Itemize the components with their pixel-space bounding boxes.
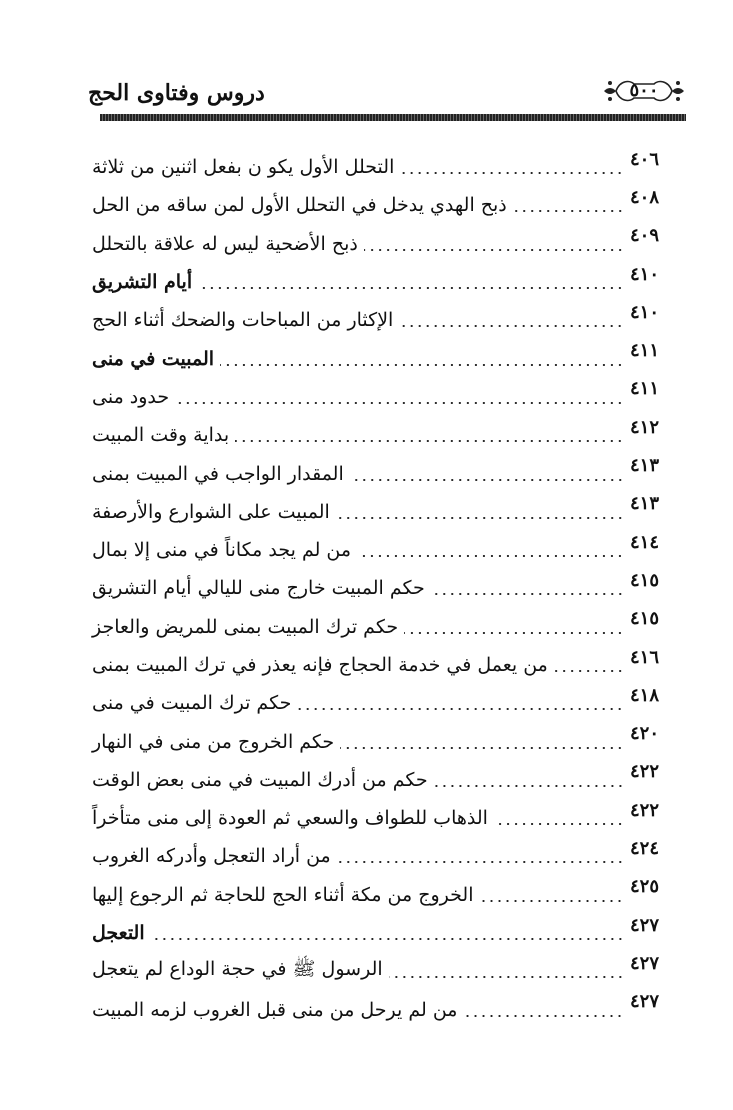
dot-leader	[399, 325, 624, 327]
toc-entry[interactable]	[88, 531, 676, 569]
toc-entry[interactable]	[88, 569, 676, 607]
entry-page-number: ٤١٠	[630, 301, 660, 323]
entry-title: التحلل الأول يكو ن بفعل اثنين من ثلاثة	[92, 156, 395, 179]
entry-title: أيام التشريق	[92, 271, 193, 294]
entry-title: من أراد التعجل وأدركه الغروب	[92, 845, 331, 868]
entry-page-number: ٤١١	[630, 340, 660, 362]
entry-page-number: ٤١٥	[630, 569, 660, 591]
entry-title: ذبح الأضحية ليس له علاقة بالتحلل	[92, 232, 358, 255]
entry-title: حكم من أدرك المبيت في منى بعض الوقت	[92, 768, 428, 791]
dot-leader	[220, 364, 624, 366]
dot-leader	[400, 172, 624, 174]
entry-page-number: ٤٢٢	[630, 761, 660, 783]
entry-title: حكم ترك المبيت في منى	[92, 692, 292, 715]
dot-leader	[175, 402, 624, 404]
dot-leader	[151, 938, 624, 940]
entry-page-number: ٤١٣	[630, 455, 660, 477]
dot-leader	[357, 555, 624, 557]
entry-title: من يعمل في خدمة الحجاج فإنه يعذر في ترك المبيت بمنى	[92, 654, 548, 676]
toc-entry[interactable]	[88, 837, 676, 875]
entry-page-number: ٤٠٦	[630, 148, 660, 170]
dot-leader	[198, 287, 624, 289]
toc-entry[interactable]	[88, 225, 676, 263]
entry-title: الذهاب للطواف والسعي ثم العودة إلى منى متأخراً	[92, 807, 488, 830]
book-title: دروس وفتاوى الحج	[88, 80, 265, 106]
entry-page-number: ٤١٣	[630, 493, 660, 515]
entry-title: من لم يرحل من منى قبل الغروب لزمه المبيت	[92, 998, 458, 1021]
toc-entry[interactable]	[88, 148, 676, 186]
dot-leader	[364, 249, 624, 251]
entry-title: بداية وقت المبيت	[92, 424, 230, 447]
entry-page-number: ٤١٥	[630, 608, 660, 630]
toc-entry[interactable]	[88, 454, 676, 492]
dot-leader	[340, 747, 624, 749]
entry-title: من لم يجد مكاناً في منى إلا بمال	[92, 539, 352, 562]
page-number-ornament	[602, 78, 686, 104]
page-number: ٥٠٠	[629, 80, 659, 101]
entry-title: حدود منى	[92, 385, 170, 408]
header-rule	[100, 114, 686, 121]
entry-title: حكم الخروج من منى في النهار	[92, 730, 335, 753]
entry-page-number: ٤١٦	[630, 646, 660, 668]
entry-title: ذبح الهدي يدخل في التحلل الأول لمن ساقه من الحل	[92, 194, 507, 217]
entry-page-number: ٤١٨	[630, 684, 660, 706]
toc-section-heading[interactable]	[88, 914, 676, 952]
toc-entry[interactable]	[88, 722, 676, 760]
entry-page-number: ٤٢٤	[630, 837, 660, 859]
entry-page-number: ٤١٠	[630, 263, 660, 285]
dot-leader	[350, 479, 624, 481]
toc-entry[interactable]	[88, 646, 676, 684]
dot-leader	[404, 632, 624, 634]
entry-page-number: ٤٢٠	[630, 723, 660, 745]
toc-entry[interactable]	[88, 952, 676, 990]
dot-leader	[554, 670, 624, 672]
dot-leader	[434, 785, 624, 787]
toc-entry[interactable]	[88, 416, 676, 454]
toc-entry[interactable]	[88, 991, 676, 1029]
dot-leader	[389, 976, 624, 978]
dot-leader	[479, 900, 624, 902]
entry-title: الخروج من مكة أثناء الحج للحاجة ثم الرجوع إليها	[92, 883, 474, 906]
entry-title: المقدار الواجب في المبيت بمنى	[92, 462, 344, 485]
entry-page-number: ٤١١	[630, 378, 660, 400]
toc-entry[interactable]	[88, 378, 676, 416]
toc-entry[interactable]	[88, 876, 676, 914]
entry-page-number: ٤٢٧	[630, 991, 660, 1013]
entry-title: حكم ترك المبيت بمنى للمريض والعاجز	[92, 615, 399, 638]
entry-page-number: ٤٢٧	[630, 952, 660, 974]
toc-entry[interactable]	[88, 186, 676, 224]
dot-leader	[336, 517, 624, 519]
dot-leader	[297, 708, 624, 710]
entry-page-number: ٤١٢	[630, 416, 660, 438]
entry-page-number: ٤٢٧	[630, 914, 660, 936]
dot-leader	[494, 823, 624, 825]
entry-title: الرسول ﷺ في حجة الوداع لم يتعجل	[92, 958, 383, 981]
entry-title: التعجل	[92, 922, 145, 945]
dot-leader	[431, 593, 624, 595]
toc-entry[interactable]	[88, 684, 676, 722]
entry-page-number: ٤٠٨	[630, 186, 660, 208]
toc-entry[interactable]	[88, 301, 676, 339]
dot-leader	[337, 861, 624, 863]
dot-leader	[463, 1015, 624, 1017]
entry-page-number: ٤٢٥	[630, 876, 660, 898]
entry-page-number: ٤١٤	[630, 531, 660, 553]
toc-entry[interactable]	[88, 493, 676, 531]
dot-leader	[235, 440, 624, 442]
entry-page-number: ٤٠٩	[630, 225, 660, 247]
page-header	[88, 76, 686, 116]
dot-leader	[513, 210, 624, 212]
toc-section-heading[interactable]	[88, 263, 676, 301]
toc-entry[interactable]	[88, 799, 676, 837]
entry-title: المبيت في منى	[92, 347, 215, 370]
entry-title: حكم المبيت خارج منى لليالي أيام التشريق	[92, 577, 425, 600]
table-of-contents	[88, 148, 676, 1029]
entry-title: المبيت على الشوارع والأرصفة	[92, 500, 330, 523]
toc-entry[interactable]	[88, 608, 676, 646]
entry-title: الإكثار من المباحات والضحك أثناء الحج	[92, 309, 394, 332]
entry-page-number: ٤٢٢	[630, 799, 660, 821]
toc-entry[interactable]	[88, 761, 676, 799]
toc-section-heading[interactable]	[88, 339, 676, 377]
